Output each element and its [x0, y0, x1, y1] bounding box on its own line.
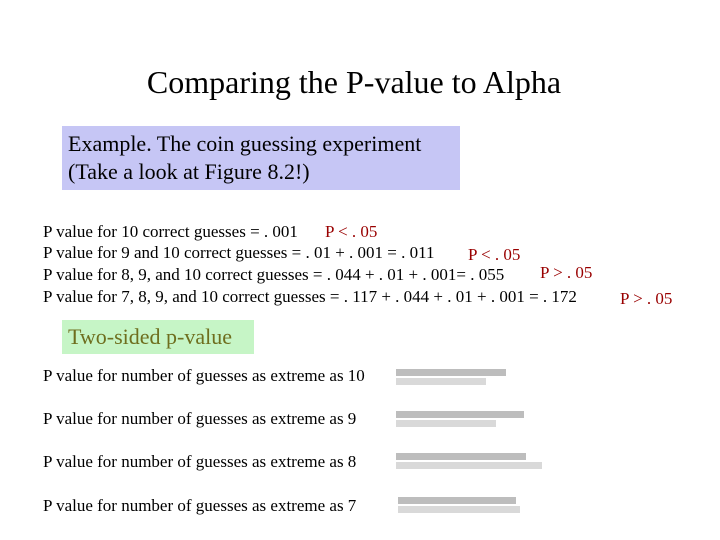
p-value-tag-3: P > . 05 — [540, 263, 593, 282]
unsupported-image-placeholder — [394, 408, 528, 430]
p-value-line-4: P value for 7, 8, 9, and 10 correct guesses = . 117 + . 044 + . 01 + . 001 = . 172 — [43, 287, 577, 306]
p-value-line-2: P value for 9 and 10 correct guesses = . 01 + . 001 = . 011 — [43, 243, 435, 262]
p-value-tag-4: P > . 05 — [620, 289, 673, 308]
extreme-line-7: P value for number of guesses as extreme as 7 — [43, 496, 357, 515]
extreme-line-8: P value for number of guesses as extreme as 8 — [43, 452, 357, 471]
slide-title: Comparing the P-value to Alpha — [146, 64, 562, 100]
p-value-tag-2: P < . 05 — [468, 245, 521, 264]
p-value-line-1: P value for 10 correct guesses = . 001 — [43, 222, 298, 241]
example-line-1: Example. The coin guessing experiment — [68, 131, 422, 156]
extreme-line-9: P value for number of guesses as extreme as 9 — [43, 409, 357, 428]
p-value-line-3: P value for 8, 9, and 10 correct guesses = . 044 + . 01 + . 001= . 055 — [43, 265, 505, 284]
unsupported-image-placeholder — [394, 366, 510, 388]
example-line-2: (Take a look at Figure 8.2!) — [68, 159, 310, 184]
p-value-tag-1: P < . 05 — [325, 222, 378, 241]
unsupported-image-placeholder — [394, 450, 544, 472]
extreme-line-10: P value for number of guesses as extreme as 10 — [43, 366, 365, 385]
unsupported-image-placeholder — [396, 494, 522, 516]
two-sided-label: Two-sided p-value — [62, 320, 254, 354]
example-box — [62, 126, 460, 190]
